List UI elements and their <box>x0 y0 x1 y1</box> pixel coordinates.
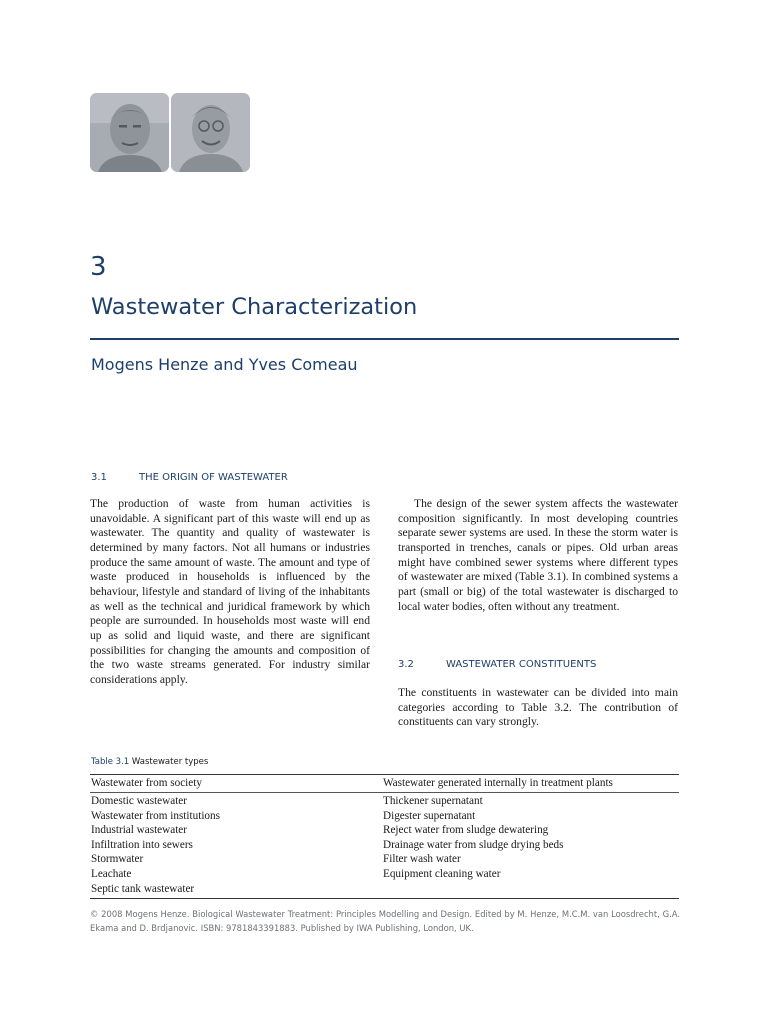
table-cell: Drainage water from sludge drying beds <box>383 838 564 851</box>
table-cell: Filter wash water <box>383 853 461 866</box>
chapter-authors: Mogens Henze and Yves Comeau <box>91 355 358 374</box>
title-divider <box>90 338 679 340</box>
table-cell: Infiltration into sewers <box>91 838 193 851</box>
section-title: WASTEWATER CONSTITUENTS <box>446 659 597 670</box>
table-cell: Equipment cleaning water <box>383 867 501 880</box>
table-cell: Leachate <box>91 867 132 880</box>
paragraph-origin: The production of waste from human activities is unavoidable. A significant part of this waste will end up as wastewater. The quantity and quality of wastewater is determined by many factors. Not all humans or industries produce the same amount of waste. The amount and type of waste produced in households is influenced by the behaviour, lifestyle and standard of living of the inhabitants as well as the technical and juridical framework by which people are surrounded. In households most waste will end up as solid and liquid waste, and there are significant possibilities for changing the amounts and composition of the two waste streams generated. For industry similar considerations apply. <box>90 497 370 686</box>
table-cell: Reject water from sludge dewatering <box>383 824 549 837</box>
table-column-internal <box>383 776 613 882</box>
paragraph-sewer-design: The design of the sewer system affects the wastewater composition significantly. In most developing countries separate sewer systems are used. In these the storm water is transported in trenches, canals or pipes. Old urban areas might have combined sewer systems where different types of wastewater are mixed (Table 3.1). In combined systems a part (small or big) of the total wastewater is discharged to local water bodies, often without any treatment. <box>398 497 678 613</box>
table-cell: Thickener supernatant <box>383 795 483 807</box>
table-caption-label: Table 3.1 <box>91 757 130 767</box>
section-number: 3.1 <box>91 472 107 483</box>
section-title: THE ORIGIN OF WASTEWATER <box>139 472 288 483</box>
table-header-cell: Wastewater generated internally in treatment plants <box>383 777 613 789</box>
table-cell: Septic tank wastewater <box>91 882 195 895</box>
chapter-number: 3 <box>90 252 107 282</box>
table-cell: Wastewater from institutions <box>91 809 220 822</box>
table-header-cell: Wastewater from society <box>91 777 202 789</box>
table-caption <box>91 757 208 767</box>
author-photo-henze <box>90 93 169 172</box>
section-heading-constituents <box>398 659 596 670</box>
copyright-footer: © 2008 Mogens Henze. Biological Wastewater Treatment: Principles Modelling and Design. Edited by M. Henze, M.C.M. van Loosdrecht, G.A. Ekama and D. Brdjanovic. ISBN: 9781843391883. Published by IWA Publishing, London, UK. <box>90 909 680 933</box>
table-cell: Industrial wastewater <box>91 824 187 837</box>
table-bottom-rule <box>90 898 679 899</box>
table-cell: Stormwater <box>91 853 144 866</box>
table-cell: Domestic wastewater <box>91 795 187 807</box>
paragraph-constituents: The constituents in wastewater can be divided into main categories according to Table 3.2. The contribution of constituents can vary strongly. <box>398 686 678 729</box>
section-number: 3.2 <box>398 659 414 670</box>
table-caption-text: Wastewater types <box>129 757 209 767</box>
author-photo-comeau <box>171 93 250 172</box>
table-column-society <box>91 776 220 896</box>
chapter-title: Wastewater Characterization <box>91 294 418 320</box>
section-heading-origin <box>91 472 288 483</box>
table-cell: Digester supernatant <box>383 809 476 822</box>
